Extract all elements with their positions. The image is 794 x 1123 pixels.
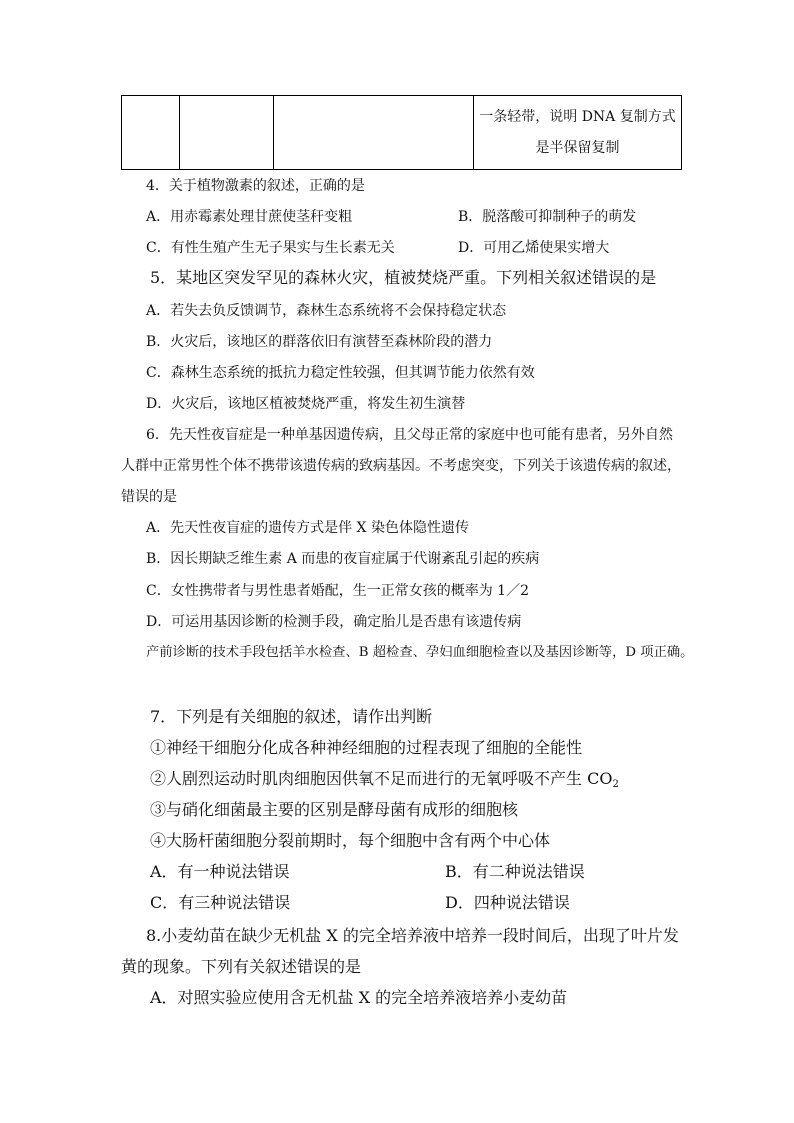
q6-answer-note: 产前诊断的技术手段包括羊水检查、B 超检查、孕妇血细胞检查以及基因诊断等，D 项正确。 [146,645,694,660]
q7-stem: 7．下列是有关细胞的叙述，请作出判断 [150,707,433,726]
table-cell [122,96,180,170]
q5-option-b: B．火灾后，该地区的群落依旧有演替至森林阶段的潜力 [146,334,493,350]
q7-option-c: C．有三种说法错误 [150,893,291,912]
q8-option-a: A．对照实验应使用含无机盐 X 的完全培养液培养小麦幼苗 [150,988,568,1007]
q4-option-a: A．用赤霉素处理甘蔗使茎秆变粗 [146,209,353,225]
q4-option-b: B．脱落酸可抑制种子的萌发 [458,209,637,225]
q5-option-c: C．森林生态系统的抵抗力稳定性较强，但其调节能力依然有效 [146,365,535,381]
q6-stem-line2: 人群中正常男性个体不携带该遗传病的致病基因。不考虑突变，下列关于该遗传病的叙述， [121,458,681,474]
table-cell [274,96,474,170]
table-cell [474,96,682,170]
q7-option-b: B．有二种说法错误 [445,862,585,881]
q5-stem: 5．某地区突发罕见的森林火灾，植被焚烧严重。下列相关叙述错误的是 [150,268,657,287]
q6-stem-line1: 6．先天性夜盲症是一种单基因遗传病，且父母正常的家庭中也可能有患者，另外自然 [146,427,673,443]
q7-statement-2-text: ②人剧烈运动时肌肉细胞因供氧不足而进行的无氧呼吸不产生 CO [150,769,613,788]
table-cell-line: 是半保留复制 [535,139,620,156]
q7-option-d: D．四种说法错误 [445,893,570,912]
q7-statement-2 [150,769,619,789]
q6-option-c: C．女性携带者与男性患者婚配，生一正常女孩的概率为 1／2 [146,583,529,599]
q6-option-a: A．先天性夜盲症的遗传方式是伴 X 染色体隐性遗传 [146,520,469,536]
q4-option-d: D．可用乙烯使果实增大 [458,240,610,256]
co2-subscript: 2 [612,779,619,790]
q8-stem-line2: 黄的现象。下列有关叙述错误的是 [121,957,362,976]
q6-option-b: B．因长期缺乏维生素 A 而患的夜盲症属于代谢紊乱引起的疾病 [146,551,540,567]
q7-statement-3: ③与硝化细菌最主要的区别是酵母菌有成形的细胞核 [150,800,519,819]
q4-option-c: C．有性生殖产生无子果实与生长素无关 [146,240,395,256]
table-cell-line: 一条轻带，说明 DNA 复制方式 [479,108,676,125]
table-row [122,96,682,170]
table-cell [180,96,274,170]
answer-table-fragment [121,95,682,170]
q6-stem-line3: 错误的是 [121,489,177,505]
q5-option-d: D．火灾后，该地区植被焚烧严重，将发生初生演替 [146,396,466,412]
q7-statement-1: ①神经干细胞分化成各种神经细胞的过程表现了细胞的全能性 [150,738,583,757]
q4-stem: 4．关于植物激素的叙述，正确的是 [146,178,365,194]
q8-stem-line1: 8.小麦幼苗在缺少无机盐 X 的完全培养液中培养一段时间后，出现了叶片发 [146,926,679,945]
q5-option-a: A．若失去负反馈调节，森林生态系统将不会保持稳定状态 [146,303,507,319]
q7-option-a: A．有一种说法错误 [150,862,290,881]
q7-statement-4: ④大肠杆菌细胞分裂前期时，每个细胞中含有两个中心体 [150,831,551,850]
q6-option-d: D．可运用基因诊断的检测手段，确定胎儿是否患有该遗传病 [146,614,522,630]
